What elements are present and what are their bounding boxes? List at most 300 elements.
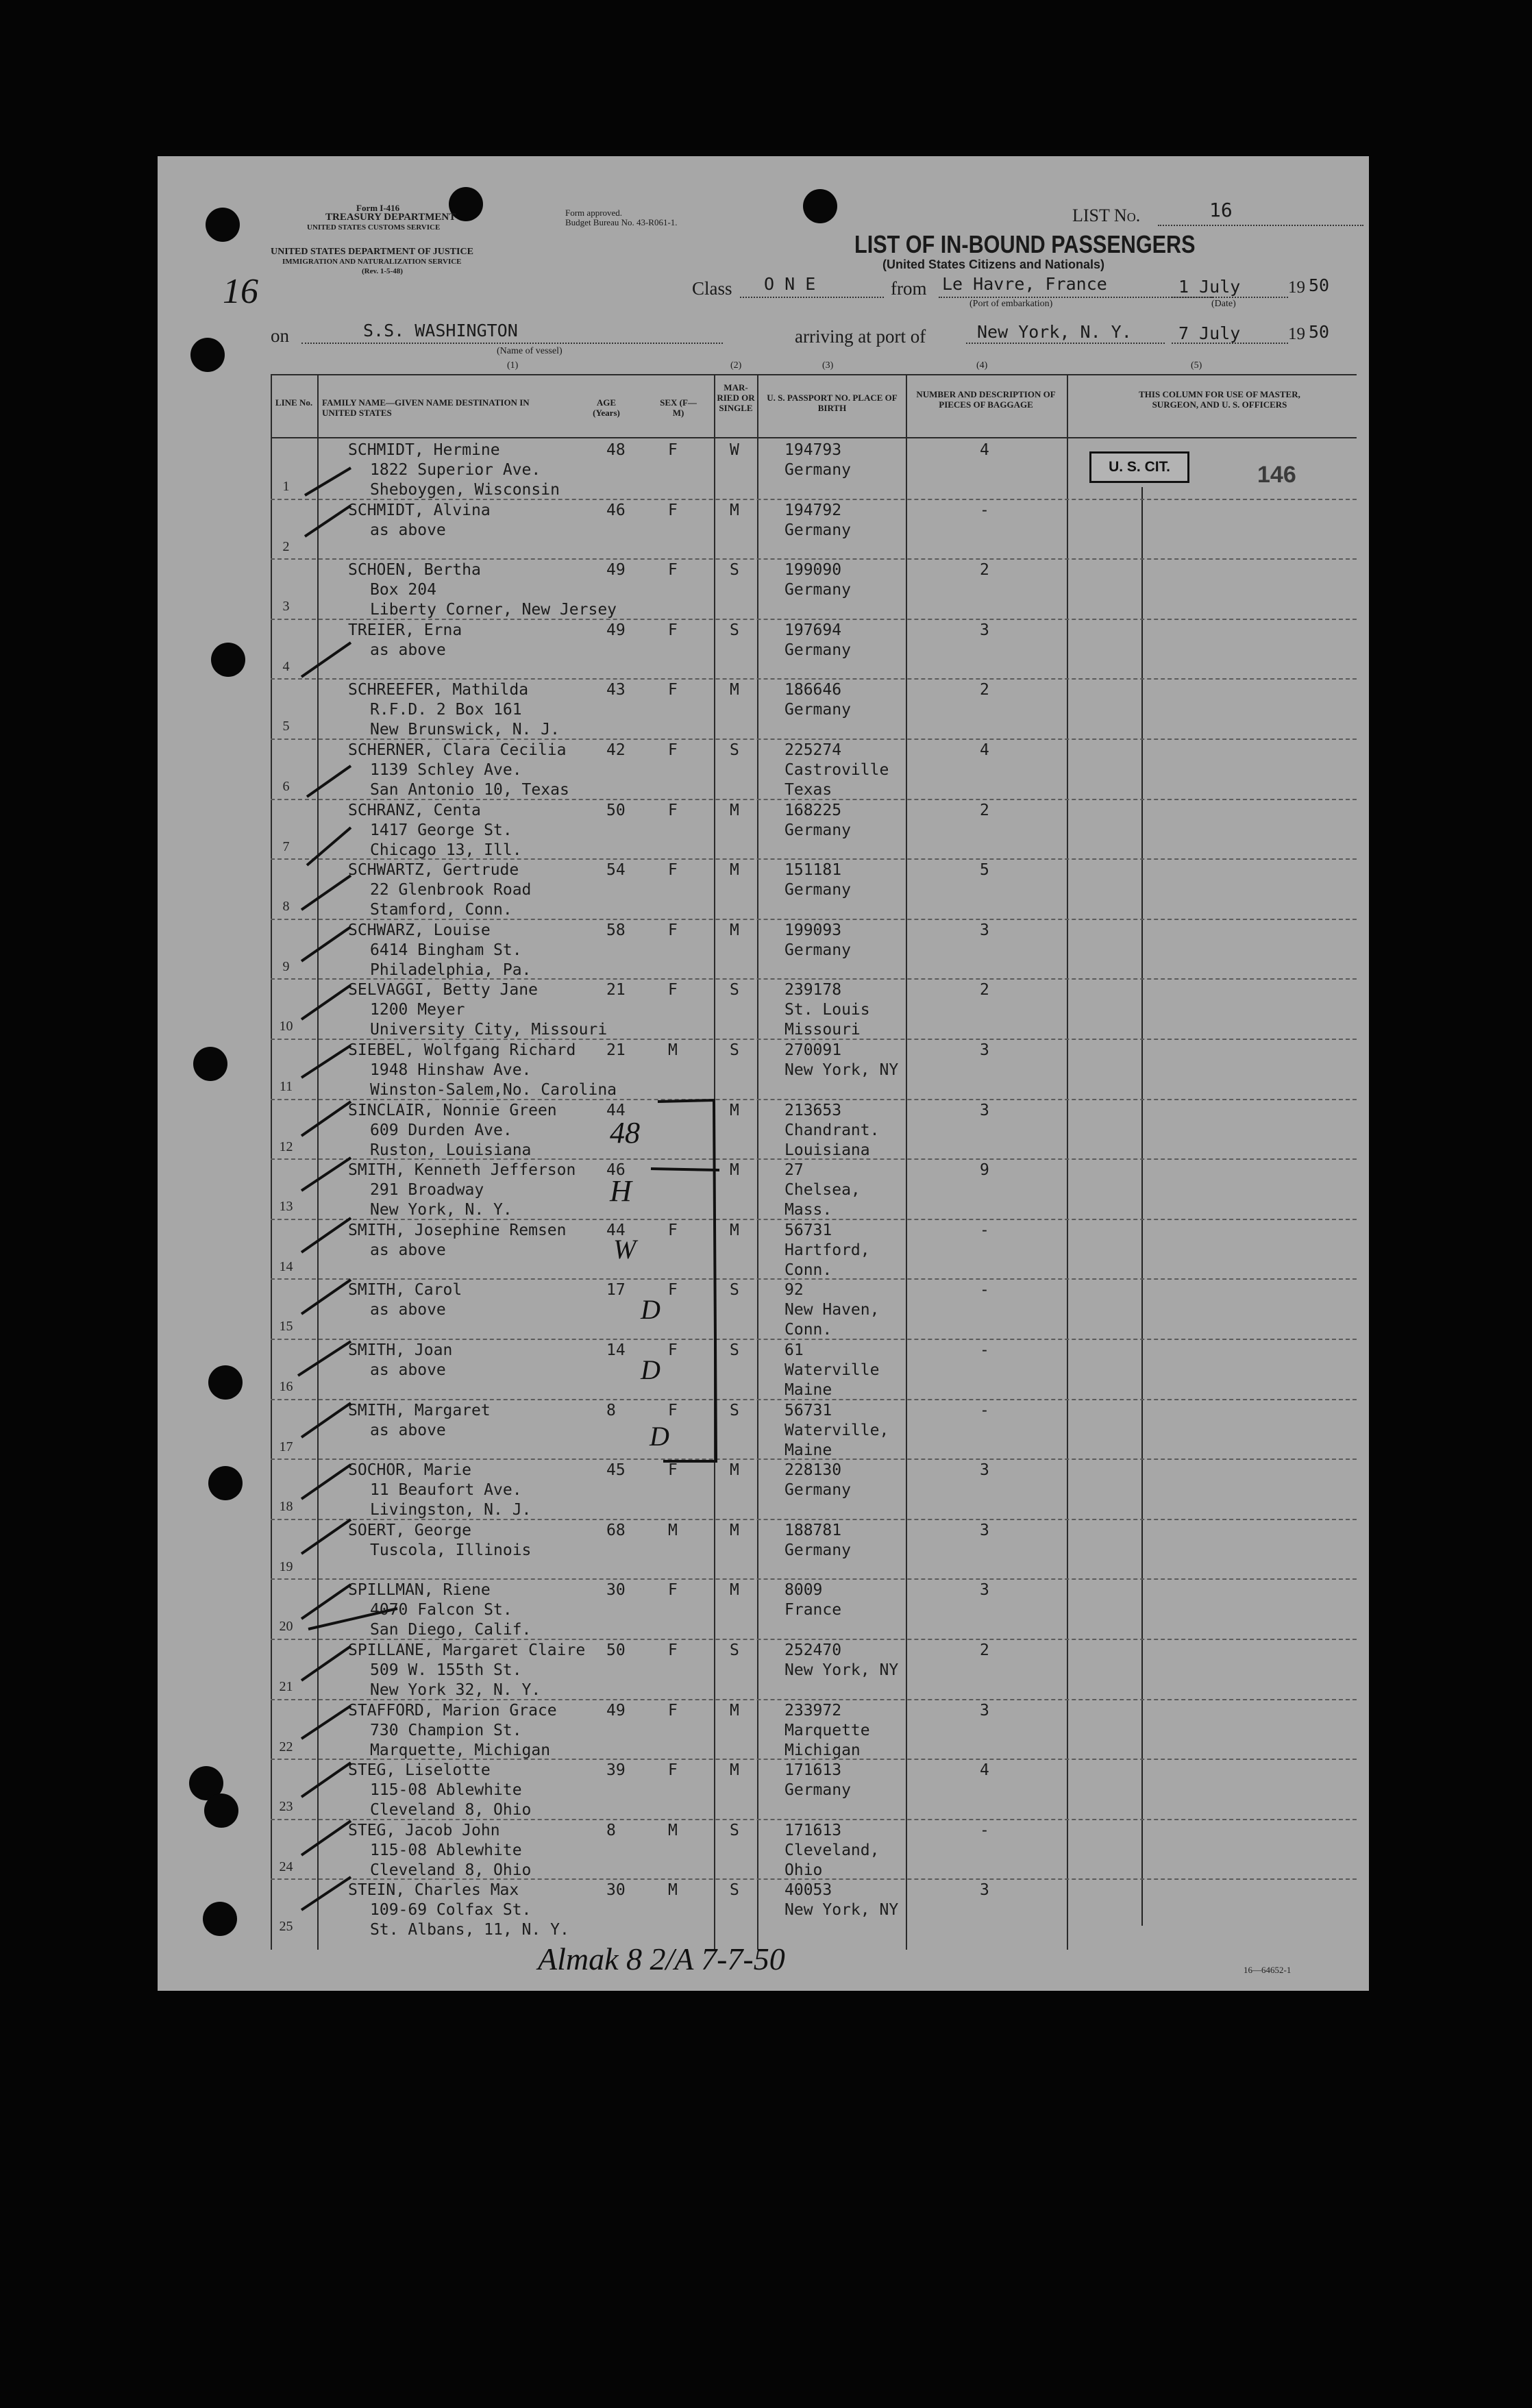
place-of-birth: Michigan — [784, 1741, 861, 1759]
passport-number: 8009 — [784, 1581, 823, 1600]
handwriting-overlay — [158, 156, 1369, 1991]
passenger-address: 115-08 Ablewhite — [370, 1781, 522, 1800]
passenger-sex: M — [668, 1881, 678, 1900]
passenger-address: 1948 Hinshaw Ave. — [370, 1061, 532, 1079]
passenger-name: SPILLANE, Margaret Claire — [348, 1641, 586, 1659]
place-of-birth: Texas — [784, 781, 832, 799]
passenger-age: 17 — [606, 1281, 626, 1300]
baggage-count: - — [980, 1221, 989, 1239]
place-of-birth: Germany — [784, 581, 851, 599]
marital-status: S — [730, 1401, 739, 1419]
passenger-age: 44 — [606, 1221, 626, 1239]
place-of-birth: Chandrant. — [784, 1121, 880, 1139]
passenger-sex: F — [668, 801, 678, 819]
passenger-address: Philadelphia, Pa. — [370, 960, 532, 979]
passenger-address: San Antonio 10, Texas — [370, 781, 569, 799]
passenger-address: Ruston, Louisiana — [370, 1141, 532, 1159]
colnum-5: (5) — [1191, 360, 1202, 371]
passport-number: 186646 — [784, 681, 842, 699]
passenger-age: 49 — [606, 561, 626, 580]
passenger-name: TREIER, Erna — [348, 621, 462, 639]
baggage-count: - — [980, 1341, 989, 1359]
passenger-address: Livingston, N. J. — [370, 1501, 532, 1519]
marital-status: S — [730, 1641, 739, 1659]
passport-number: 233972 — [784, 1701, 842, 1720]
marital-status: M — [730, 801, 739, 819]
passenger-sex: F — [668, 1281, 678, 1300]
colnum-3: (3) — [822, 360, 834, 371]
passenger-name: SMITH, Josephine Remsen — [348, 1221, 567, 1239]
passport-number: 225274 — [784, 741, 842, 759]
line-number: 23 — [279, 1799, 293, 1815]
passenger-name: SOERT, George — [348, 1521, 472, 1539]
header-sex: SEX (F—M) — [660, 397, 697, 418]
passenger-age: 58 — [606, 921, 626, 939]
line-number: 9 — [282, 958, 290, 974]
header-married: MAR-RIED OR SINGLE — [717, 382, 755, 413]
passenger-address: Cleveland 8, Ohio — [370, 1801, 532, 1820]
passport-number: 197694 — [784, 621, 842, 639]
line-number: 14 — [279, 1258, 293, 1274]
line-number: 8 — [282, 899, 290, 915]
passenger-sex: F — [668, 1701, 678, 1720]
marital-status: M — [730, 1581, 739, 1600]
passenger-age: 46 — [606, 1161, 626, 1180]
passenger-name: SCHWARZ, Louise — [348, 921, 491, 939]
passport-number: 171613 — [784, 1821, 842, 1839]
baggage-count: - — [980, 501, 989, 519]
passenger-sex: F — [668, 1641, 678, 1659]
line-number: 13 — [279, 1199, 293, 1215]
passport-number: 151181 — [784, 861, 842, 880]
baggage-count: 2 — [980, 981, 989, 1000]
baggage-count: 4 — [980, 441, 989, 459]
passenger-name: SCHMIDT, Hermine — [348, 441, 500, 459]
passenger-age: 49 — [606, 1701, 626, 1720]
passenger-address: 22 Glenbrook Road — [370, 881, 532, 899]
passenger-address: 4070 Falcon St. — [370, 1601, 512, 1619]
baggage-count: 3 — [980, 921, 989, 939]
baggage-count: 2 — [980, 1641, 989, 1659]
baggage-count: 3 — [980, 1041, 989, 1059]
passenger-address: Marquette, Michigan — [370, 1741, 551, 1759]
baggage-count: 3 — [980, 1581, 989, 1600]
passenger-age: 46 — [606, 501, 626, 519]
baggage-count: 2 — [980, 801, 989, 819]
passport-number: 270091 — [784, 1041, 842, 1059]
passenger-sex: F — [668, 861, 678, 880]
passenger-age: 14 — [606, 1341, 626, 1359]
marital-status: M — [730, 1221, 739, 1239]
passenger-age: 42 — [606, 741, 626, 759]
baggage-count: 2 — [980, 681, 989, 699]
arrival-date: 7 July — [1178, 323, 1241, 343]
passport-number: 252470 — [784, 1641, 842, 1659]
colnum-4: (4) — [976, 360, 988, 371]
place-of-birth: Louisiana — [784, 1141, 870, 1159]
marital-status: M — [730, 1101, 739, 1119]
place-of-birth: Germany — [784, 881, 851, 899]
header-age: AGE (Years) — [593, 397, 620, 418]
place-of-birth: New Haven, — [784, 1301, 880, 1319]
baggage-count: 3 — [980, 1101, 989, 1119]
doj-line: UNITED STATES DEPARTMENT OF JUSTICE — [271, 247, 473, 257]
passenger-address: 6414 Bingham St. — [370, 941, 522, 959]
passenger-sex: F — [668, 1221, 678, 1239]
ins-line: IMMIGRATION AND NATURALIZATION SERVICE — [282, 258, 462, 266]
marital-status: M — [730, 1701, 739, 1720]
vessel-name: S.S. WASHINGTON — [363, 321, 518, 340]
place-of-birth: Hartford, — [784, 1241, 870, 1259]
place-of-birth: Germany — [784, 461, 851, 479]
passenger-address: 115-08 Ablewhite — [370, 1841, 522, 1859]
page-title: LIST OF IN-BOUND PASSENGERS — [854, 230, 1196, 258]
baggage-count: 9 — [980, 1161, 989, 1180]
on-label: on — [271, 325, 289, 346]
marital-status: M — [730, 921, 739, 939]
place-of-birth: Cleveland, — [784, 1841, 880, 1859]
passenger-name: SMITH, Carol — [348, 1281, 462, 1300]
footer-code: 16—64652-1 — [1244, 1965, 1292, 1975]
place-of-birth: Germany — [784, 701, 851, 719]
form-number: Form I-416 — [356, 203, 400, 213]
baggage-count: 3 — [980, 621, 989, 639]
passenger-age: 8 — [606, 1401, 616, 1419]
place-of-birth: Germany — [784, 641, 851, 659]
marital-status: S — [730, 1881, 739, 1900]
marital-status: M — [730, 1161, 739, 1180]
passenger-address: Liberty Corner, New Jersey — [370, 601, 617, 619]
place-of-birth: Missouri — [784, 1021, 861, 1039]
line-number: 18 — [279, 1499, 293, 1515]
passenger-name: SCHMIDT, Alvina — [348, 501, 491, 519]
passenger-age: 68 — [606, 1521, 626, 1539]
baggage-count: 3 — [980, 1521, 989, 1539]
customs-service: UNITED STATES CUSTOMS SERVICE — [307, 223, 441, 232]
passenger-sex: F — [668, 501, 678, 519]
passenger-age: 30 — [606, 1581, 626, 1600]
marital-status: M — [730, 1461, 739, 1480]
marital-status: S — [730, 561, 739, 580]
year-prefix: 19 — [1288, 278, 1305, 297]
passenger-address: 1139 Schley Ave. — [370, 761, 522, 779]
place-of-birth: Germany — [784, 1781, 851, 1800]
revision: (Rev. 1-5-48) — [362, 267, 403, 275]
passenger-age: 49 — [606, 621, 626, 639]
handwritten-mark-16: D — [641, 1354, 660, 1385]
passport-number: 61 — [784, 1341, 804, 1359]
list-no-value: 16 — [1209, 199, 1233, 221]
passenger-address: 11 Beaufort Ave. — [370, 1481, 522, 1500]
marital-status: M — [730, 1521, 739, 1539]
header-line-no: LINE No. — [275, 397, 313, 408]
place-of-birth: Chelsea, — [784, 1181, 861, 1200]
place-of-birth: New York, NY — [784, 1661, 899, 1679]
passenger-sex: M — [668, 1821, 678, 1839]
place-of-birth: Germany — [784, 1481, 851, 1500]
passenger-name: STEG, Liselotte — [348, 1761, 491, 1780]
budget-bureau: Budget Bureau No. 43-R061-1. — [565, 217, 678, 227]
passenger-age: 8 — [606, 1821, 616, 1839]
colnum-1: (1) — [507, 360, 519, 371]
passenger-sex: F — [668, 1401, 678, 1419]
form-approved: Form approved. — [565, 208, 623, 218]
passport-number: 228130 — [784, 1461, 842, 1480]
passenger-sex: F — [668, 621, 678, 639]
passenger-name: SOCHOR, Marie — [348, 1461, 472, 1480]
passenger-name: STEG, Jacob John — [348, 1821, 500, 1839]
place-of-birth: France — [784, 1601, 842, 1619]
marital-status: S — [730, 741, 739, 759]
passenger-address: as above — [370, 521, 446, 539]
passenger-sex: F — [668, 741, 678, 759]
marital-status: M — [730, 681, 739, 699]
passenger-sex: M — [668, 1521, 678, 1539]
passport-number: 199093 — [784, 921, 842, 939]
passenger-address: New York 32, N. Y. — [370, 1681, 541, 1699]
passenger-sex: F — [668, 441, 678, 459]
baggage-count: 3 — [980, 1881, 989, 1900]
passenger-address: 730 Champion St. — [370, 1721, 522, 1739]
passport-number: 239178 — [784, 981, 842, 1000]
baggage-count: 4 — [980, 741, 989, 759]
passenger-name: SPILLMAN, Riene — [348, 1581, 491, 1600]
page-subtitle: (United States Citizens and Nationals) — [882, 258, 1105, 271]
passenger-age: 50 — [606, 801, 626, 819]
passport-number: 171613 — [784, 1761, 842, 1780]
line-number: 2 — [282, 538, 290, 554]
port-embarkation: Le Havre, France — [942, 274, 1107, 294]
passenger-age: 21 — [606, 1041, 626, 1059]
place-of-birth: Waterville, — [784, 1421, 889, 1439]
passenger-address: Sheboygen, Wisconsin — [370, 481, 560, 499]
passenger-sex: F — [668, 681, 678, 699]
passport-number: 40053 — [784, 1881, 832, 1900]
passenger-sex: F — [668, 921, 678, 939]
place-of-birth: New York, NY — [784, 1901, 899, 1920]
port-embarkation-caption: (Port of embarkation) — [969, 299, 1053, 309]
line-number: 7 — [282, 839, 290, 854]
passenger-address: Tuscola, Illinois — [370, 1541, 532, 1559]
passenger-address: as above — [370, 641, 446, 659]
marital-status: M — [730, 501, 739, 519]
passport-number: 188781 — [784, 1521, 842, 1539]
place-of-birth: New York, NY — [784, 1061, 899, 1079]
departure-date: 1 July — [1178, 277, 1241, 297]
passenger-address: New Brunswick, N. J. — [370, 721, 560, 739]
passenger-age: 43 — [606, 681, 626, 699]
passenger-address: as above — [370, 1301, 446, 1319]
arrival-year: 50 — [1309, 322, 1330, 342]
passenger-address: as above — [370, 1361, 446, 1379]
class-value: O N E — [764, 274, 816, 294]
passenger-address: 1200 Meyer — [370, 1001, 465, 1019]
baggage-count: - — [980, 1821, 989, 1839]
place-of-birth: Mass. — [784, 1201, 832, 1219]
handwritten-mark-14: W — [613, 1234, 637, 1265]
line-number: 16 — [279, 1379, 293, 1394]
line-number: 5 — [282, 719, 290, 734]
passport-number: 56731 — [784, 1401, 832, 1419]
passenger-sex: F — [668, 981, 678, 1000]
passenger-address: Cleveland 8, Ohio — [370, 1861, 532, 1879]
baggage-count: - — [980, 1401, 989, 1419]
marital-status: S — [730, 621, 739, 639]
line-number: 11 — [279, 1079, 293, 1094]
baggage-count: 3 — [980, 1461, 989, 1480]
place-of-birth: Waterville — [784, 1361, 880, 1379]
passenger-address: 509 W. 155th St. — [370, 1661, 522, 1679]
manifest-page — [158, 156, 1369, 1991]
marital-status: S — [730, 1281, 739, 1300]
header-officers: THIS COLUMN FOR USE OF MASTER, SURGEON, AND U. S. OFFICERS — [1139, 389, 1300, 410]
place-of-birth: Maine — [784, 1441, 832, 1459]
place-of-birth: Germany — [784, 821, 851, 839]
baggage-count: 5 — [980, 861, 989, 880]
place-of-birth: St. Louis — [784, 1001, 870, 1019]
passenger-sex: F — [668, 1461, 678, 1480]
place-of-birth: Ohio — [784, 1861, 823, 1879]
marital-status: W — [730, 441, 739, 459]
place-of-birth: Germany — [784, 941, 851, 959]
passenger-name: SCHOEN, Bertha — [348, 561, 481, 580]
marital-status: S — [730, 1821, 739, 1839]
line-number: 3 — [282, 599, 290, 615]
passenger-age: 44 — [606, 1101, 626, 1119]
line-number: 10 — [279, 1019, 293, 1034]
passenger-name: SMITH, Joan — [348, 1341, 453, 1359]
passenger-address: St. Albans, 11, N. Y. — [370, 1921, 569, 1939]
margin-note: 16 — [223, 272, 258, 311]
passenger-name: SMITH, Kenneth Jefferson — [348, 1161, 576, 1180]
date-caption: (Date) — [1211, 299, 1236, 309]
line-number: 21 — [279, 1679, 293, 1694]
passport-number: 194792 — [784, 501, 842, 519]
list-no-label: LIST No. — [1072, 206, 1141, 225]
passport-number: 168225 — [784, 801, 842, 819]
passenger-age: 45 — [606, 1461, 626, 1480]
passport-number: 92 — [784, 1281, 804, 1300]
passenger-age: 21 — [606, 981, 626, 1000]
line-number: 15 — [279, 1319, 293, 1335]
place-of-birth: Castroville — [784, 761, 889, 779]
passenger-age: 54 — [606, 861, 626, 880]
passenger-address: San Diego, Calif. — [370, 1621, 532, 1639]
passport-number: 56731 — [784, 1221, 832, 1239]
passenger-address: 291 Broadway — [370, 1181, 484, 1200]
passenger-name: SCHERNER, Clara Cecilia — [348, 741, 567, 759]
baggage-count: - — [980, 1281, 989, 1300]
passenger-address: University City, Missouri — [370, 1021, 608, 1039]
passenger-sex: F — [668, 1761, 678, 1780]
year-prefix-2: 19 — [1288, 325, 1305, 343]
passenger-name: SELVAGGI, Betty Jane — [348, 981, 538, 1000]
baggage-count: 4 — [980, 1761, 989, 1780]
marital-status: M — [730, 1761, 739, 1780]
line-number: 6 — [282, 779, 290, 794]
line-number: 17 — [279, 1439, 293, 1454]
passport-number: 194793 — [784, 441, 842, 459]
passenger-address: Chicago 13, Ill. — [370, 841, 522, 859]
passenger-name: SINCLAIR, Nonnie Green — [348, 1101, 557, 1119]
colnum-2: (2) — [730, 360, 742, 371]
passenger-address: 609 Durden Ave. — [370, 1121, 512, 1139]
passenger-name: STEIN, Charles Max — [348, 1881, 519, 1900]
handwritten-mark-17: D — [650, 1421, 669, 1452]
passenger-address: New York, N. Y. — [370, 1201, 512, 1219]
header-passport: U. S. PASSPORT NO. PLACE OF BIRTH — [767, 393, 898, 413]
passenger-sex: M — [668, 1041, 678, 1059]
line-number: 1 — [282, 479, 290, 494]
treasury-dept: TREASURY DEPARTMENT — [325, 212, 456, 223]
passenger-address: Winston-Salem,No. Carolina — [370, 1081, 617, 1099]
line-number: 24 — [279, 1859, 293, 1874]
passenger-address: 1417 George St. — [370, 821, 512, 839]
place-of-birth: Germany — [784, 521, 851, 539]
place-of-birth: Conn. — [784, 1321, 832, 1339]
passenger-name: SCHWARTZ, Gertrude — [348, 861, 519, 880]
passenger-name: SIEBEL, Wolfgang Richard — [348, 1041, 576, 1059]
us-citizen-stamp: U. S. CIT. — [1089, 451, 1189, 483]
passenger-name: SCHRANZ, Centa — [348, 801, 481, 819]
passenger-address: as above — [370, 1421, 446, 1439]
passenger-sex: F — [668, 1341, 678, 1359]
passport-number: 27 — [784, 1161, 804, 1180]
baggage-count: 2 — [980, 561, 989, 580]
passenger-age: 30 — [606, 1881, 626, 1900]
vessel-caption: (Name of vessel) — [497, 346, 563, 356]
line-number: 19 — [279, 1559, 293, 1574]
departure-year: 50 — [1309, 275, 1330, 295]
marital-status: S — [730, 1341, 739, 1359]
passenger-address: as above — [370, 1241, 446, 1259]
arrival-port: New York, N. Y. — [977, 322, 1132, 342]
place-of-birth: Marquette — [784, 1721, 870, 1739]
marital-status: S — [730, 981, 739, 1000]
from-label: from — [891, 278, 927, 299]
passenger-address: Box 204 — [370, 581, 436, 599]
marital-status: M — [730, 861, 739, 880]
header-baggage: NUMBER AND DESCRIPTION OF PIECES OF BAGGAGE — [916, 389, 1056, 410]
handwritten-signature: Almak 8 2/A 7-7-50 — [538, 1941, 785, 1976]
class-label: Class — [692, 278, 732, 299]
passenger-name: SCHREEFER, Mathilda — [348, 681, 529, 699]
passenger-address: 1822 Superior Ave. — [370, 461, 541, 479]
place-of-birth: Germany — [784, 1541, 851, 1559]
header-name: FAMILY NAME—GIVEN NAME DESTINATION IN UNITED STATES — [322, 397, 530, 418]
handwritten-age-correction: 48 — [610, 1116, 640, 1150]
passenger-name: STAFFORD, Marion Grace — [348, 1701, 557, 1720]
passenger-sex: F — [668, 561, 678, 580]
handwritten-mark-15: D — [641, 1294, 660, 1325]
stamp-number: 146 — [1257, 462, 1296, 488]
passenger-age: 50 — [606, 1641, 626, 1659]
passport-number: 213653 — [784, 1101, 842, 1119]
passenger-address: Stamford, Conn. — [370, 901, 512, 919]
baggage-count: 3 — [980, 1701, 989, 1720]
line-number: 25 — [279, 1919, 293, 1935]
handwritten-sex-correction: H — [610, 1174, 632, 1208]
place-of-birth: Maine — [784, 1381, 832, 1399]
line-number: 4 — [282, 658, 290, 674]
passenger-age: 39 — [606, 1761, 626, 1780]
marital-status: S — [730, 1041, 739, 1059]
line-number: 20 — [279, 1619, 293, 1635]
passenger-age: 48 — [606, 441, 626, 459]
passenger-name: SMITH, Margaret — [348, 1401, 491, 1419]
place-of-birth: Conn. — [784, 1261, 832, 1279]
arriving-label: arriving at port of — [795, 326, 926, 347]
